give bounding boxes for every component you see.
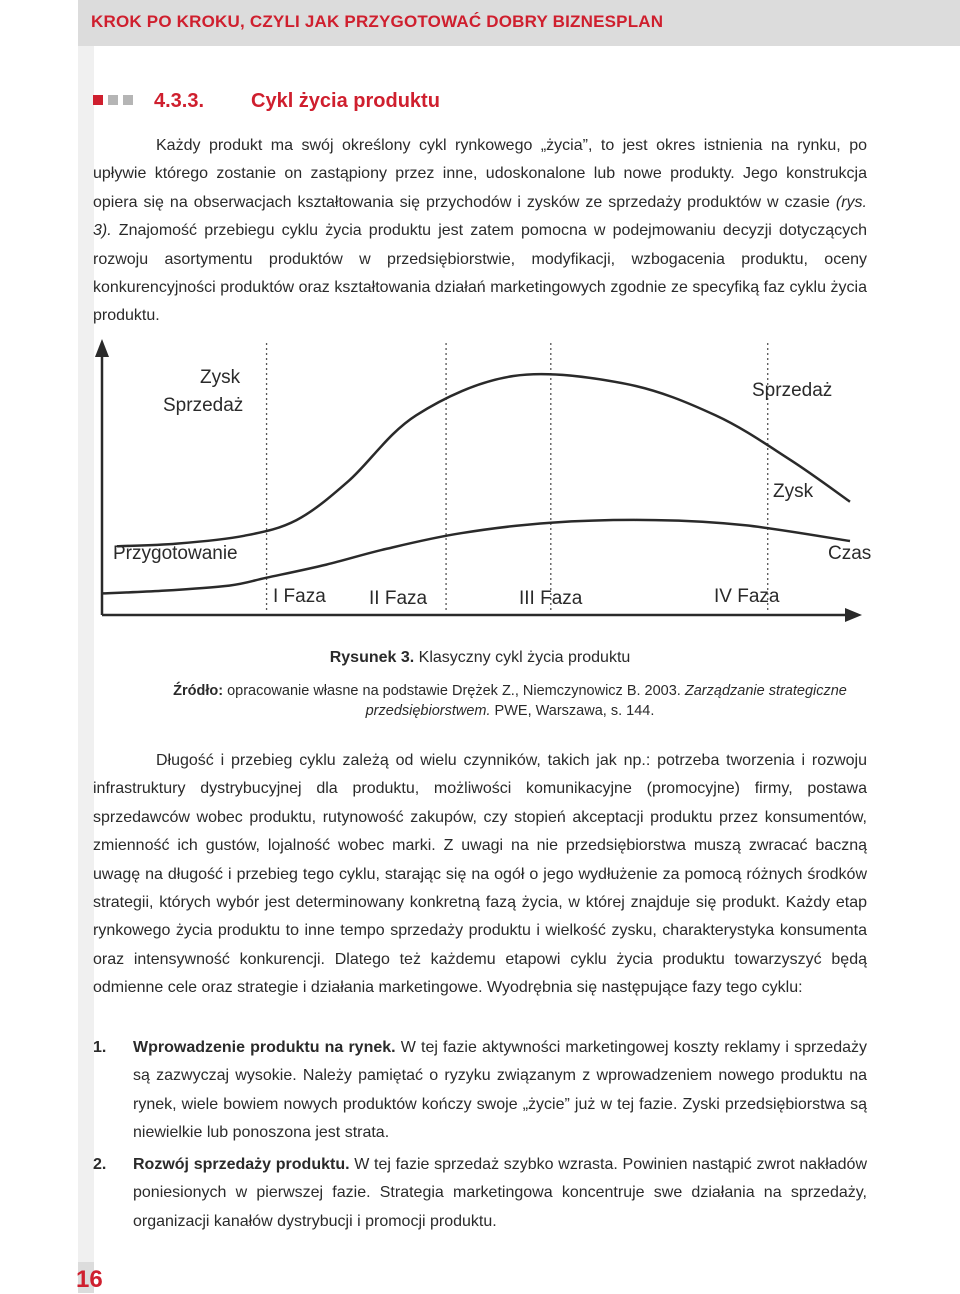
page-number: 16 xyxy=(76,1266,103,1293)
list-item-text: W tej fazie aktywności marketingowej koszty reklamy i sprzedaży są zazwyczaj wysokie. Należy pamiętać o ryzyku związanym z wprowadzeniem nowego produktu na rynek, wiele bowiem nowych produktów kończy swoje „życie” już w tej fazie. Zyski przedsiębiorstwa są niewielkie lub ponoszona jest strata. xyxy=(133,1039,867,1142)
intro-paragraph xyxy=(93,132,867,331)
x-axis-label: Czas xyxy=(828,543,872,564)
list-item-text: W tej fazie sprzedaż szybko wzrasta. Powinien nastąpić zwrot nakładów poniesionych w pierwszej fazie. Strategia marketingowa koncentruje swe działania na sprzedaży, organizacji kanałów dystrybucji i promocji produktu. xyxy=(133,1156,867,1230)
list-item-title: Rozwój sprzedaży produktu. xyxy=(133,1156,350,1173)
list-item-title: Wprowadzenie produktu na rynek. xyxy=(133,1039,396,1056)
section-bullet-square-red xyxy=(93,95,103,105)
preparation-label: Przygotowanie xyxy=(113,543,238,564)
phase-2-label: II Faza xyxy=(369,588,428,609)
section-bullet-square-grey xyxy=(108,95,118,105)
figure-caption xyxy=(0,649,960,667)
phase-1-label: I Faza xyxy=(273,586,326,607)
sales-curve-label: Sprzedaż xyxy=(752,380,833,401)
y-axis-arrow xyxy=(95,339,109,357)
body-paragraph-text: Długość i przebieg cyklu zależą od wielu czynników, takich jak np.: potrzeba tworzenia i rozwoju infrastruktury dystrybucyjnej dla produktu, możliwości komunikacyjne (promocyjne) firmy, postawa sprzedawców wobec produktu, rutynowość zakupów, czy stopień akceptacji produktu przez konsumentów, zmienność ich gustów, lojalność wobec marki. Z uwagi na nie przedsiębiorstwa muszą zwracać baczną uwagę na długość i przebieg tego cyklu, starając się na ogół o jego wydłużenie za pomocą różnych środków strategii, których wybór jest determinowany konkretną fazą życia, w której znajduje się produkt. Każdy etap rynkowego życia produktu to inne tempo sprzedaży produktu i wielkość zysku, charakterystyka konsumenta oraz intensywność konkurencji. Dlatego też każdemu etapowi cyklu życia produktu towarzyszyć będą odmienne cele oraz strategie i działania marketingowe. Wyodrębnia się następujące fazy tego cyklu: xyxy=(93,752,867,997)
chart-svg xyxy=(90,335,880,635)
phase-4-label: IV Faza xyxy=(714,586,780,607)
product-life-cycle-chart xyxy=(90,335,880,635)
intro-text-part1: Każdy produkt ma swój określony cykl rynkowego „życia”, to jest okres istnienia na rynku, po upływie którego zostanie on zastąpiony przez inne, udoskonalone lub nowe produkty. Jego konstrukcja opiera się na obserwacjach kształtowania się przychodów i zysków ze sprzedaży produktów w czasie xyxy=(93,137,867,211)
source-publisher: PWE, Warszawa, s. 144. xyxy=(490,703,655,719)
phase-3-label: III Faza xyxy=(519,588,583,609)
figure-reference: (rys. 3). xyxy=(93,193,867,240)
figure-source xyxy=(140,681,880,721)
list-item-number: 1. xyxy=(93,1039,107,1056)
page-sidebar-strip xyxy=(78,0,94,1293)
source-label: Źródło: xyxy=(173,683,224,699)
figure-label: Rysunek 3. xyxy=(329,649,415,666)
source-book-title: Zarządzanie strategiczne przedsiębiorstwem. xyxy=(365,683,847,719)
figure-title: Klasyczny cykl życia produktu xyxy=(414,649,631,666)
section-number: 4.3.3. xyxy=(154,90,205,112)
section-bullet-square-grey xyxy=(123,95,133,105)
profit-curve-label: Zysk xyxy=(773,481,814,502)
source-text: opracowanie własne na podstawie Drężek Z., Niemczynowicz B. 2003. xyxy=(223,683,685,699)
list-item-number: 2. xyxy=(93,1156,107,1173)
intro-text-part2: Znajomość przebiegu cyklu życia produktu jest zatem pomocna w podejmowaniu decyzji dotyczących rozwoju asortymentu produktów w przedsiębiorstwie, modyfikacji, wzbogacenia produktu, oceny konkurencyjności produktów oraz kształtowania działań marketingowych zgodnie ze specyfiką faz cyklu życia produktu. xyxy=(93,222,867,325)
y-axis-label-profit: Zysk xyxy=(200,367,241,388)
x-axis-arrow xyxy=(845,608,862,622)
body-paragraph xyxy=(93,747,867,1003)
y-axis-label-sales: Sprzedaż xyxy=(163,395,244,416)
running-header-title: KROK PO KROKU, CZYLI JAK PRZYGOTOWAĆ DOBRY BIZNESPLAN xyxy=(91,12,664,31)
section-title: Cykl życia produktu xyxy=(251,90,440,112)
